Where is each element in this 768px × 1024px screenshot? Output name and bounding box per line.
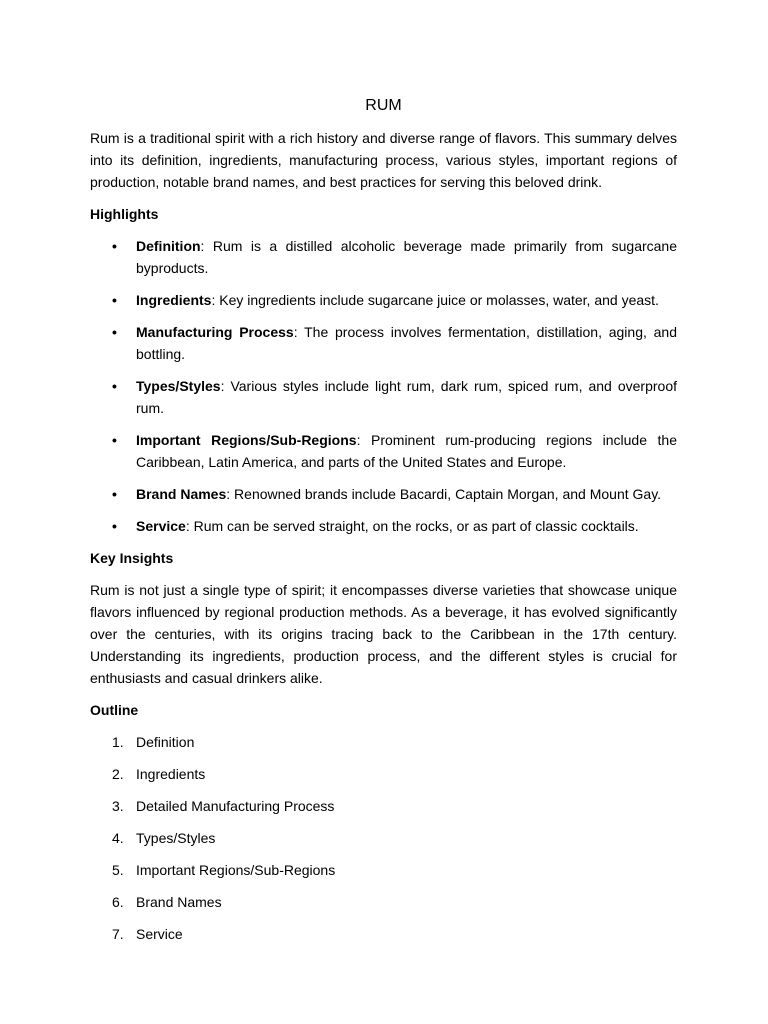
item-text: Brand Names <box>136 894 222 910</box>
list-item <box>90 827 677 849</box>
list-item <box>90 891 677 913</box>
item-text: : Prominent rum-producing regions include the Caribbean, Latin America, and parts of the United States and Europe. <box>136 432 678 470</box>
list-item <box>90 731 677 753</box>
intro-paragraph: Rum is a traditional spirit with a rich history and diverse range of flavors. This summary delves into its definition, ingredients, manufacturing process, various styles, important regions of production, notable brand names, and best practices for serving this beloved drink. <box>90 130 677 190</box>
item-text: : Renowned brands include Bacardi, Captain Morgan, and Mount Gay. <box>226 486 662 502</box>
document-title: RUM <box>365 97 402 114</box>
item-number: 7. <box>112 926 124 942</box>
bullet-icon: • <box>112 324 117 340</box>
outline-list <box>90 731 677 945</box>
item-term: Brand Names <box>136 486 227 502</box>
item-term: Service <box>136 518 186 534</box>
item-text: Ingredients <box>136 766 206 782</box>
list-item <box>90 289 677 311</box>
item-text: Important Regions/Sub-Regions <box>136 862 336 878</box>
item-term: Definition <box>136 238 201 254</box>
list-item <box>90 375 677 419</box>
item-number: 4. <box>112 830 124 846</box>
list-item <box>90 321 677 365</box>
item-number: 1. <box>112 734 124 750</box>
list-item <box>90 515 677 537</box>
item-text: : Key ingredients include sugarcane juice or molasses, water, and yeast. <box>211 292 659 308</box>
list-item <box>90 859 677 881</box>
bullet-icon: • <box>112 378 117 394</box>
key-insights-heading: Key Insights <box>90 550 174 566</box>
list-item <box>90 235 677 279</box>
highlights-heading: Highlights <box>90 206 159 222</box>
bullet-icon: • <box>112 486 117 502</box>
outline-heading: Outline <box>90 702 139 718</box>
bullet-icon: • <box>112 432 117 448</box>
item-number: 5. <box>112 862 124 878</box>
item-term: Manufacturing Process <box>136 324 294 340</box>
item-text: Service <box>136 926 183 942</box>
key-insights-paragraph: Rum is not just a single type of spirit; it encompasses diverse varieties that showcase unique flavors influenced by regional production methods. As a beverage, it has evolved significantly over the centuries, with its origins tracing back to the Caribbean in the 17th century. Understanding its ingredients, production process, and the different styles is crucial for enthusiasts and casual drinkers alike. <box>90 582 677 686</box>
document-page <box>90 93 677 955</box>
list-item <box>90 795 677 817</box>
item-term: Important Regions/Sub-Regions <box>136 432 357 448</box>
bullet-icon: • <box>112 238 117 254</box>
item-text: : The process involves fermentation, distillation, aging, and bottling. <box>136 324 677 362</box>
item-number: 3. <box>112 798 124 814</box>
item-text: : Rum can be served straight, on the rocks, or as part of classic cocktails. <box>185 518 639 534</box>
list-item <box>90 429 677 473</box>
bullet-icon: • <box>112 518 117 534</box>
item-number: 2. <box>112 766 124 782</box>
item-text: Definition <box>136 734 195 750</box>
item-text: : Various styles include light rum, dark rum, spiced rum, and overproof rum. <box>136 378 677 416</box>
item-term: Types/Styles <box>136 378 221 394</box>
item-text: : Rum is a distilled alcoholic beverage made primarily from sugarcane byproducts. <box>136 238 677 276</box>
list-item <box>90 483 677 505</box>
highlights-list <box>90 235 677 537</box>
item-text: Detailed Manufacturing Process <box>136 798 335 814</box>
item-text: Types/Styles <box>136 830 216 846</box>
list-item <box>90 763 677 785</box>
bullet-icon: • <box>112 292 117 308</box>
item-number: 6. <box>112 894 124 910</box>
list-item <box>90 923 677 945</box>
item-term: Ingredients <box>136 292 212 308</box>
